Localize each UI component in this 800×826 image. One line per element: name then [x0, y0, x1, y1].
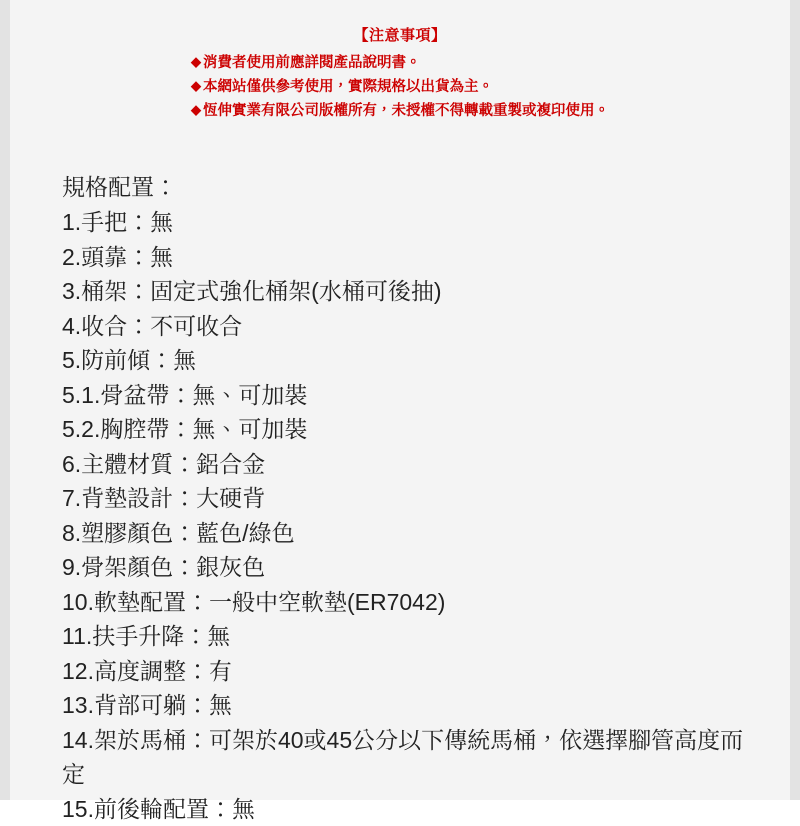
diamond-bullet-icon: ◆ — [191, 74, 201, 97]
spec-line: 13.背部可躺：無 — [62, 688, 762, 723]
spec-line: 3.桶架：固定式強化桶架(水桶可後抽) — [62, 274, 762, 309]
specification-section — [62, 170, 762, 826]
notice-section — [0, 26, 800, 123]
notice-item — [191, 51, 609, 75]
spec-line: 4.收合：不可收合 — [62, 309, 762, 344]
spec-line: 2.頭靠：無 — [62, 240, 762, 275]
spec-line: 12.高度調整：有 — [62, 654, 762, 689]
spec-line: 15.前後輪配置：無 — [62, 792, 762, 826]
spec-line: 8.塑膠顏色：藍色/綠色 — [62, 516, 762, 551]
spec-line: 5.防前傾：無 — [62, 343, 762, 378]
spec-line: 5.2.胸腔帶：無、可加裝 — [62, 412, 762, 447]
notice-item-text: 本網站僅供參考使用，實際規格以出貨為主。 — [203, 79, 493, 95]
spec-line: 14.架於馬桶：可架於40或45公分以下傳統馬桶，依選擇腳管高度而定 — [62, 723, 762, 792]
notice-title: 【注意事項】 — [0, 26, 800, 46]
diamond-bullet-icon: ◆ — [191, 98, 201, 121]
spec-line: 11.扶手升降：無 — [62, 619, 762, 654]
spec-line: 9.骨架顏色：銀灰色 — [62, 550, 762, 585]
notice-item — [191, 99, 609, 123]
spec-line: 10.軟墊配置：一般中空軟墊(ER7042) — [62, 585, 762, 620]
notice-list — [191, 51, 609, 123]
spec-line: 1.手把：無 — [62, 205, 762, 240]
spec-line: 5.1.骨盆帶：無、可加裝 — [62, 378, 762, 413]
diamond-bullet-icon: ◆ — [191, 50, 201, 73]
notice-item-text: 恆伸實業有限公司版權所有，未授權不得轉載重製或複印使用。 — [203, 103, 609, 119]
notice-item-text: 消費者使用前應詳閱產品說明書。 — [203, 55, 421, 71]
spec-line: 7.背墊設計：大硬背 — [62, 481, 762, 516]
notice-item — [191, 75, 609, 99]
spec-line: 6.主體材質：鋁合金 — [62, 447, 762, 482]
spec-heading: 規格配置： — [62, 170, 762, 204]
